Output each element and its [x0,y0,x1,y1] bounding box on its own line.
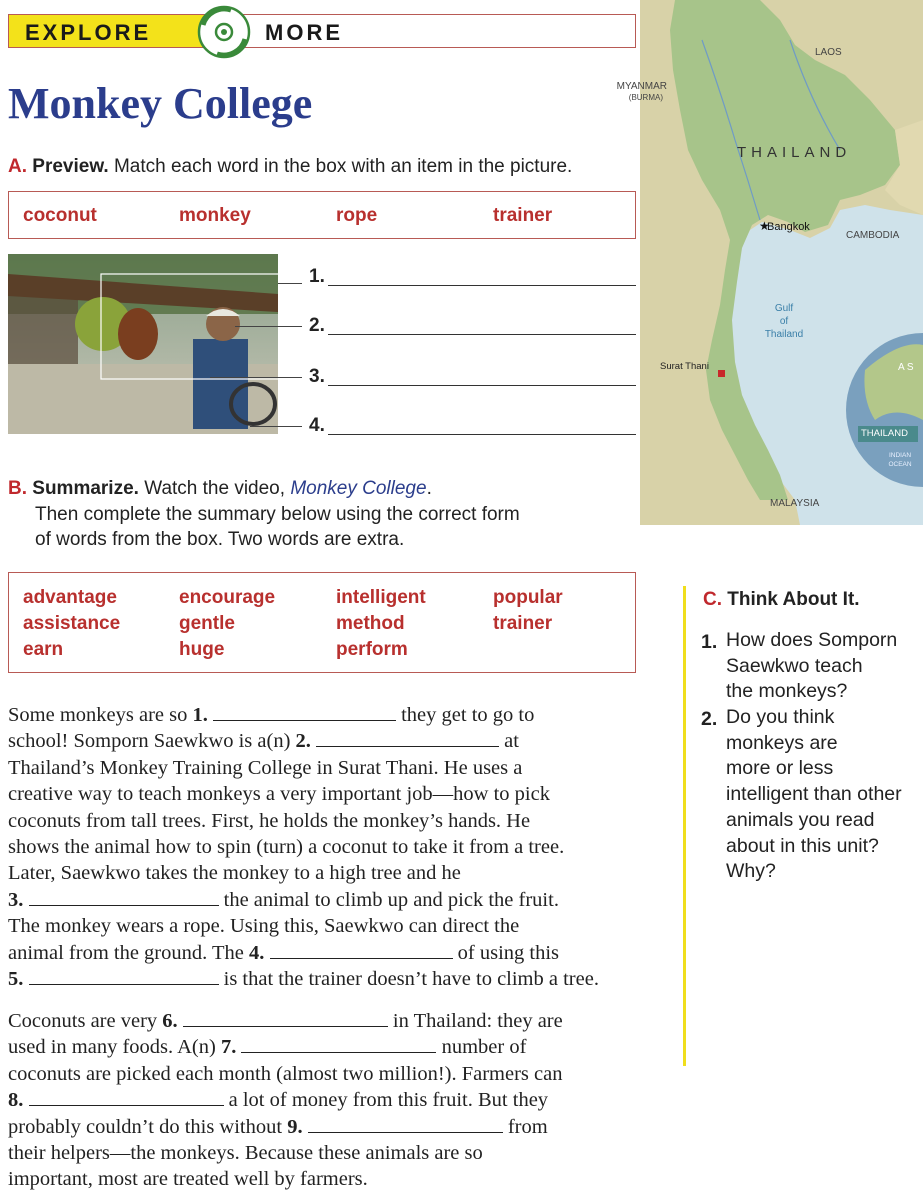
pointer-line-3 [210,377,302,378]
word-huge: huge [179,639,225,660]
p1-line-5: coconuts from tall trees. First, he holds the monkey’s hands. He [8,809,531,832]
blank-9-number: 9. [287,1115,303,1138]
picture-item-2-number: 2. [309,315,325,336]
blank-1-number: 1. [192,704,208,726]
picture-item-4-blank[interactable] [328,434,636,435]
gulf-line-2: of [779,316,789,327]
monkey-trainer-photo [8,254,278,434]
blank-3-number: 3. [8,888,24,911]
p1-line-3: Thailand’s Monkey Training College in Surat Thani. He uses a [8,756,523,779]
q1-line-3: the monkeys? [726,680,848,703]
word-popular: popular [493,587,563,608]
word-rope: rope [336,205,378,226]
think-name: Think About It. [727,589,860,610]
p1-l2b: at [504,730,519,753]
p2-line-1 [8,1008,563,1034]
p2-l2b: number of [441,1036,527,1059]
thailand-map [616,0,923,525]
picture-item-4-number: 4. [309,415,325,436]
word-intelligent: intelligent [336,587,426,608]
word-coconut: coconut [23,205,97,226]
word-method: method [336,613,405,634]
bangkok-star-icon: ★ [759,219,770,233]
summary-paragraph-2 [8,1008,563,1193]
q1-line-1: How does Somporn [726,629,898,651]
blank-3[interactable] [29,889,219,906]
word-trainer: trainer [493,205,553,226]
surat-thani-marker-icon [718,370,725,377]
p1-line-1 [8,702,599,728]
p2-line-7: important, most are treated well by farmers. [8,1168,368,1191]
summarize-line3: of words from the box. Two words are extra. [35,529,405,550]
blank-5-number: 5. [8,968,24,991]
word-monkey: monkey [179,205,251,226]
summary-paragraph-1 [8,702,599,992]
think-letter: C. [703,589,722,610]
p2-line-5 [8,1114,563,1140]
picture-item-3-blank[interactable] [328,385,636,386]
map-label-surat-thani: Surat Thani [660,361,709,372]
q2-line-5: animals you read [726,808,875,831]
summarize-heading [8,478,432,500]
blank-7-number: 7. [220,1036,237,1059]
p1-line-4: creative way to teach monkeys a very important job—how to pick [8,783,550,806]
word-gentle: gentle [179,613,235,634]
blank-8[interactable] [29,1089,224,1106]
think-about-it-bar [683,586,686,1066]
preview-word-box [8,191,636,239]
q1-line-2: Saewkwo teach [726,654,863,677]
p2-l2a: used in many foods. A(n) [8,1036,216,1059]
preview-letter: A. [8,156,27,177]
p1-l10a: animal from the ground. The [8,941,244,964]
map-label-bangkok: Bangkok [767,221,810,233]
q2-line-2: monkeys are [726,731,838,754]
preview-name: Preview. [32,156,109,177]
p2-line-2 [8,1034,563,1060]
pointer-line-2 [235,326,302,327]
p1-line-6: shows the animal how to spin (turn) a coconut to take it from a tree. [8,836,565,859]
blank-8-number: 8. [8,1089,24,1112]
preview-heading [8,156,572,178]
p1-l1a: Some monkeys are so [8,704,188,726]
p1-line-2 [8,728,599,754]
p2-l4b: a lot of money from this fruit. But they [228,1089,549,1112]
map-label-malaysia: MALAYSIA [770,498,820,509]
question-2 [726,705,902,885]
think-about-it-heading [703,589,860,611]
p2-l1a: Coconuts are very [8,1010,158,1032]
banner-explore-label: EXPLORE [25,20,152,45]
p1-line-7: Later, Saewkwo takes the monkey to a high tree and he [8,862,461,885]
p1-line-10 [8,940,599,966]
picture-item-1-blank[interactable] [328,285,636,286]
word-earn: earn [23,639,64,660]
map-label-gulf [758,302,810,341]
q2-line-4: intelligent than other [726,783,902,806]
p2-line-6: their helpers—the monkeys. Because these animals are so [8,1142,483,1165]
explore-more-banner [8,14,636,48]
question-1 [726,628,897,705]
word-encourage: encourage [179,587,276,608]
picture-item-3-number: 3. [309,366,325,387]
blank-5[interactable] [29,968,219,985]
map-label-cambodia: CAMBODIA [846,230,900,241]
globe-label-indian: INDIAN [888,452,912,459]
p1-l2a: school! Somporn Saewkwo is a(n) [8,730,291,753]
q2-line-7: Why? [726,860,776,883]
picture-item-1-number: 1. [309,266,325,287]
blank-9[interactable] [308,1116,503,1133]
video-title: Monkey College [290,478,427,499]
word-trainer-2: trainer [493,613,553,634]
question-1-number: 1. [701,631,718,653]
blank-1[interactable] [213,704,396,721]
globe-label-indian-ocean [885,451,915,469]
p1-line-9: The monkey wears a rope. Using this, Saewkwo can direct the [8,915,520,938]
p2-l5a: probably couldn’t do this without [8,1115,283,1138]
blank-6-number: 6. [162,1010,178,1032]
blank-4[interactable] [270,942,453,959]
summarize-line2: Then complete the summary below using the correct form [35,504,520,525]
summarize-name: Summarize. [32,478,139,499]
globe-label-ocean: OCEAN [888,461,912,468]
p1-line-8 [8,887,599,913]
blank-7[interactable] [241,1036,436,1053]
p1-l11b: is that the trainer doesn’t have to climb a tree. [223,968,599,991]
globe-label-thailand: THAILAND [861,428,908,439]
blank-2-number: 2. [295,730,311,753]
map-label-thailand: THAILAND [737,144,852,161]
p2-line-4 [8,1087,563,1113]
question-2-number: 2. [701,708,718,730]
summarize-word-box [8,572,636,673]
blank-4-number: 4. [249,941,265,964]
page-title: Monkey College [8,79,313,128]
p2-line-3: coconuts are picked each month (almost two million!). Farmers can [8,1062,563,1085]
word-advantage: advantage [23,587,117,608]
pointer-line-4 [250,426,302,427]
map-label-laos: LAOS [815,47,842,58]
map-label-burma: (BURMA) [628,93,663,102]
p1-line-11 [8,966,599,992]
preview-instruction: Match each word in the box with an item in the picture. [113,156,573,177]
q2-line-6: about in this unit? [726,834,879,857]
blank-2[interactable] [316,730,499,747]
summarize-letter: B. [8,478,27,499]
q2-line-3: more or less [726,757,834,780]
word-perform: perform [336,639,408,660]
banner-more-label: MORE [265,20,343,45]
p1-l1b: they get to go to [401,704,535,726]
map-label-myanmar: MYANMAR [616,81,667,92]
p2-l5b: from [507,1115,548,1138]
gulf-line-3: Thailand [764,329,804,340]
blank-6[interactable] [183,1010,388,1027]
summarize-line1-pre: Watch the video, [144,478,286,499]
dvd-disc-icon [195,3,253,61]
globe-label-asia: A S [898,362,914,373]
gulf-line-1: Gulf [774,303,794,314]
word-assistance: assistance [23,613,121,634]
summarize-line1-post: . [426,478,432,499]
q2-line-1: Do you think [726,706,835,728]
p1-l10b: of using this [457,941,560,964]
p1-l8b: the animal to climb up and pick the fruit. [223,888,559,911]
p2-l1b: in Thailand: they are [392,1010,563,1032]
picture-item-2-blank[interactable] [328,334,636,335]
pointer-line-1 [278,283,302,284]
